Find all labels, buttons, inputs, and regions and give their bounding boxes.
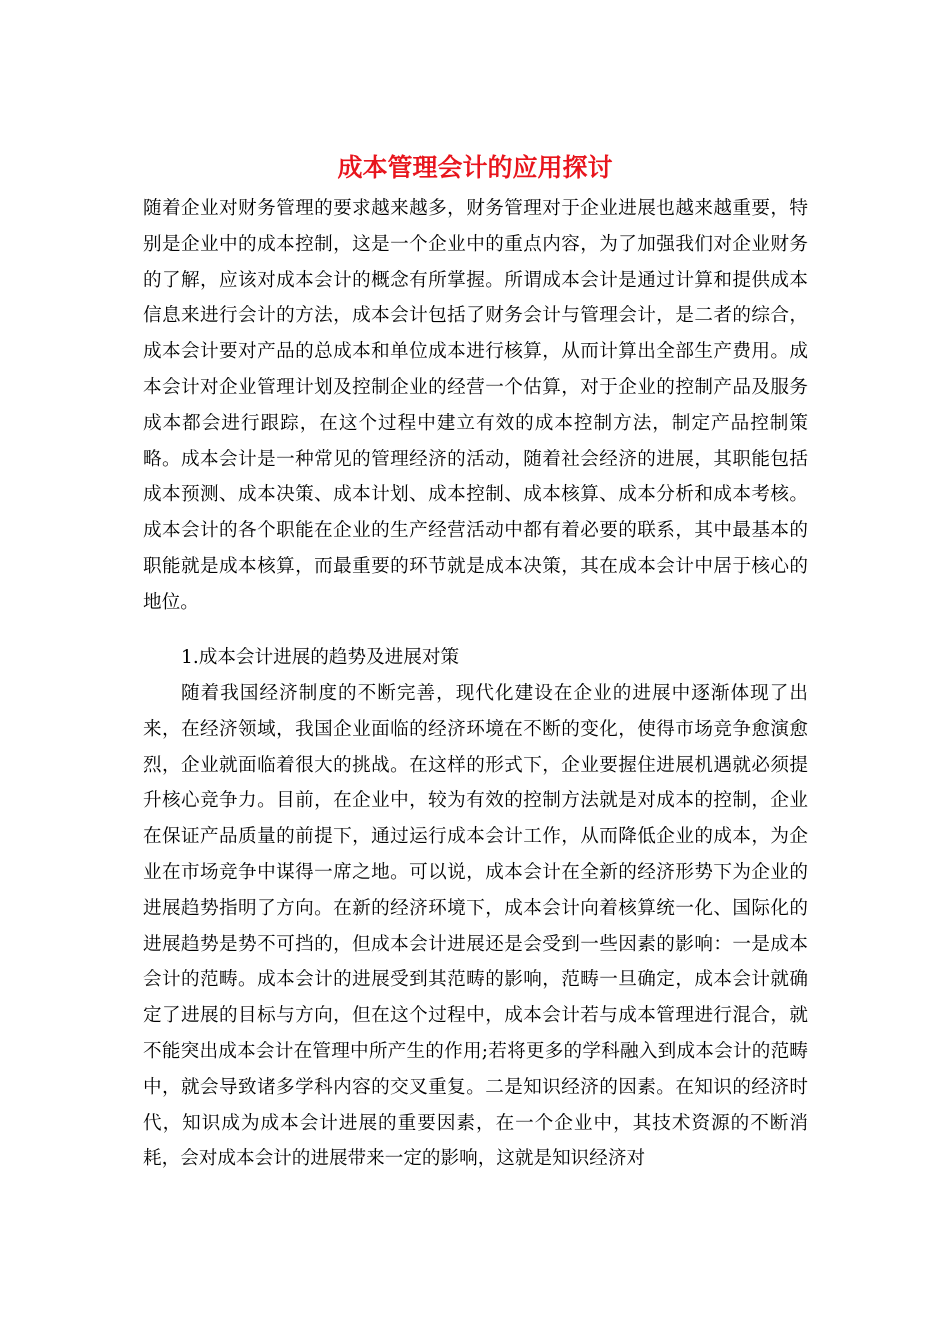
intro-paragraph: 随着企业对财务管理的要求越来越多，财务管理对于企业进展也越来越重要，特别是企业中的成本控制，这是一个企业中的重点内容，为了加强我们对企业财务的了解，应该对成本会计的概念有所掌握。所谓成本会计是通过计算和提供成本信息来进行会计的方法，成本会计包括了财务会计与管理会计，是二者的综合，成本会计要对产品的总成本和单位成本进行核算，从而计算出全部生产费用。成本会计对企业管理计划及控制企业的经营一个估算，对于企业的控制产品及服务成本都会进行跟踪，在这个过程中建立有效的成本控制方法，制定产品控制策略。成本会计是一种常见的管理经济的活动，随着社会经济的进展，其职能包括成本预测、成本决策、成本计划、成本控制、成本核算、成本分析和成本考核。成本会计的各个职能在企业的生产经营活动中都有着必要的联系，其中最基本的职能就是成本核算，而最重要的环节就是成本决策，其在成本会计中居于核心的地位。 [143, 198, 808, 613]
section-heading: 1.成本会计进展的趋势及进展对策 [181, 647, 460, 668]
section-paragraph: 随着我国经济制度的不断完善，现代化建设在企业的进展中逐渐体现了出来，在经济领域，我国企业面临的经济环境在不断的变化，使得市场竞争愈演愈烈，企业就面临着很大的挑战。在这样的形式下，企业要握住进展机遇就必须提升核心竞争力。目前，在企业中，较为有效的控制方法就是对成本的控制，企业在保证产品质量的前提下，通过运行成本会计工作，从而降低企业的成本，为企业在市场竞争中谋得一席之地。可以说，成本会计在全新的经济形势下为企业的进展趋势指明了方向。在新的经济环境下，成本会计向着核算统一化、国际化的进展趋势是势不可挡的，但成本会计进展还是会受到一些因素的影响：一是成本会计的范畴。成本会计的进展受到其范畴的影响，范畴一旦确定，成本会计就确定了进展的目标与方向，但在这个过程中，成本会计若与成本管理进行混合，就不能突出成本会计在管理中所产生的作用;若将更多的学科融入到成本会计的范畴中，就会导致诸多学科内容的交叉重复。二是知识经济的因素。在知识的经济时代，知识成为成本会计进展的重要因素，在一个企业中，其技术资源的不断消耗，会对成本会计的进展带来一定的影响，这就是知识经济对 [143, 683, 808, 1170]
document-title: 成本管理会计的应用探讨 [337, 153, 613, 182]
